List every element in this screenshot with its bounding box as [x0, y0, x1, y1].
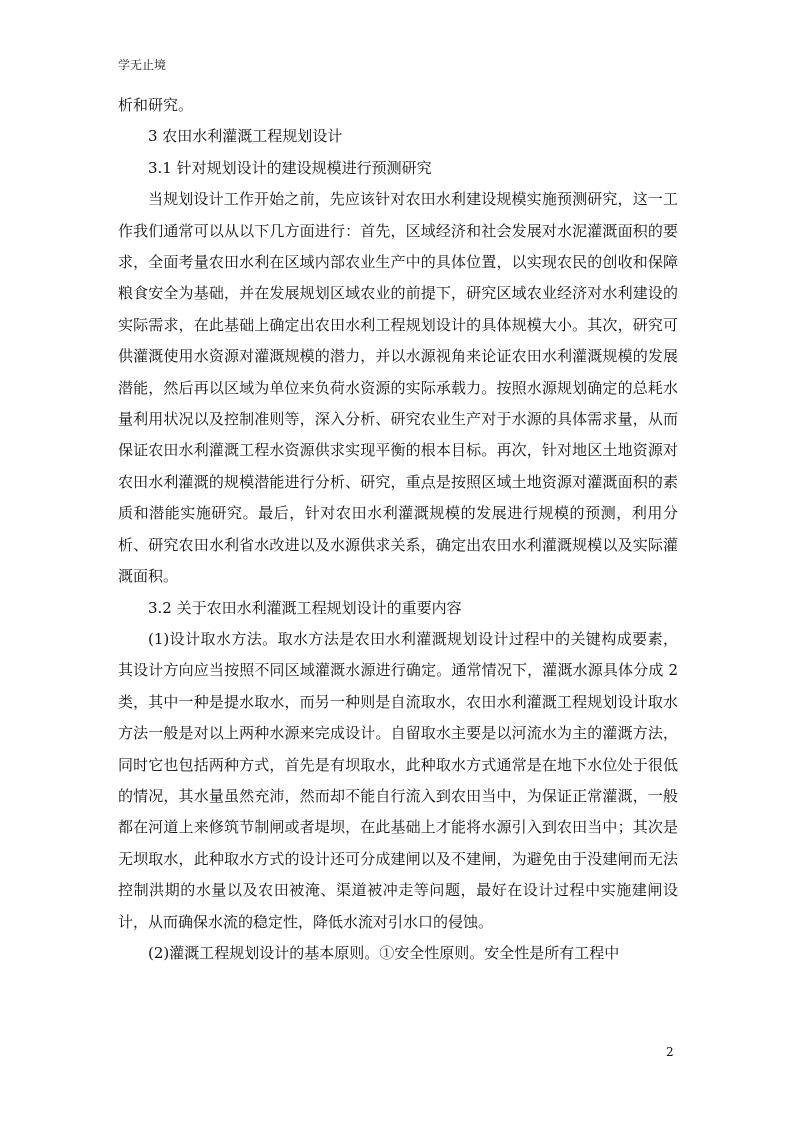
paragraph-scale-forecast: 当规划设计工作开始之前，先应该针对农田水利建设规模实施预测研究，这一工作我们通常可以从以下几方面进行：首先，区域经济和社会发展对水泥灌溉面积的要求，全面考量农田水利在区域内部农业生产中的具体位置，以实现农民的创收和保障粮食安全为基础，并在发展规划区域农业的前提下，研究区域农业经济对水利建设的实际需求，在此基础上确定出农田水利工程规划设计的具体规模大小。其次，研究可供灌溉使用水资源对灌溉规模的潜力，并以水源视角来论证农田水利灌溉规模的发展潜能，然后再以区域为单位来负荷水资源的实际承载力。按照水源规划确定的总耗水量利用状况以及控制准则等，深入分析、研究农业生产对于水源的具体需求量，从而保证农田水利灌溉工程水资源供求实现平衡的根本目标。再次，针对地区土地资源对农田水利灌溉的规模潜能进行分析、研究，重点是按照区域土地资源对灌溉面积的素质和潜能实施研究。最后，针对农田水利灌溉规模的发展进行规模的预测，利用分析、研究农田水利省水改进以及水源供求关系，确定出农田水利灌溉规模以及实际灌溉面积。	[118, 190, 678, 586]
section-heading: 3 农田水利灌溉工程规划设计	[148, 127, 343, 146]
paragraph-principles: (2)灌溉工程规划设计的基本原则。①安全性原则。安全性是所有工程中	[148, 943, 620, 962]
subsection-heading-3-1: 3.1 针对规划设计的建设规模进行预测研究	[148, 158, 432, 177]
paragraph-continuation: 析和研究。	[118, 96, 194, 114]
document-body	[118, 90, 678, 969]
subsection-heading-3-2: 3.2 关于农田水利灌溉工程规划设计的重要内容	[148, 598, 462, 617]
page-number: 2	[666, 1045, 674, 1059]
page-header: 学无止境	[118, 58, 167, 72]
paragraph-water-intake: (1)设计取水方法。取水方法是农田水利灌溉规划设计过程中的关键构成要素，其设计方向应当按照不同区域灌溉水源进行确定。通常情况下，灌溉水源具体分成 2 类，其中一种是提水取水，而另一种则是自流取水，农田水利灌溉工程规划设计取水方法一般是对以上两种水源来完成设计。自留取水主要是以河流水为主的灌溉方法，同时它也包括两种方式，首先是有坝取水，此种取水方式通常是在地下水位处于很低的情况，其水量虽然充沛，然而却不能自行流入到农田当中，为保证正常灌溉，一般都在河道上来修筑节制闸或者堤坝，在此基础上才能将水源引入到农田当中；其次是无坝取水，此种取水方式的设计还可分成建闸以及不建闸，为避免由于没建闸而无法控制洪期的水量以及农田被淹、渠道被冲走等问题，最好在设计过程中实施建闸设计，从而确保水流的稳定性，降低水流对引水口的侵蚀。	[118, 629, 678, 931]
